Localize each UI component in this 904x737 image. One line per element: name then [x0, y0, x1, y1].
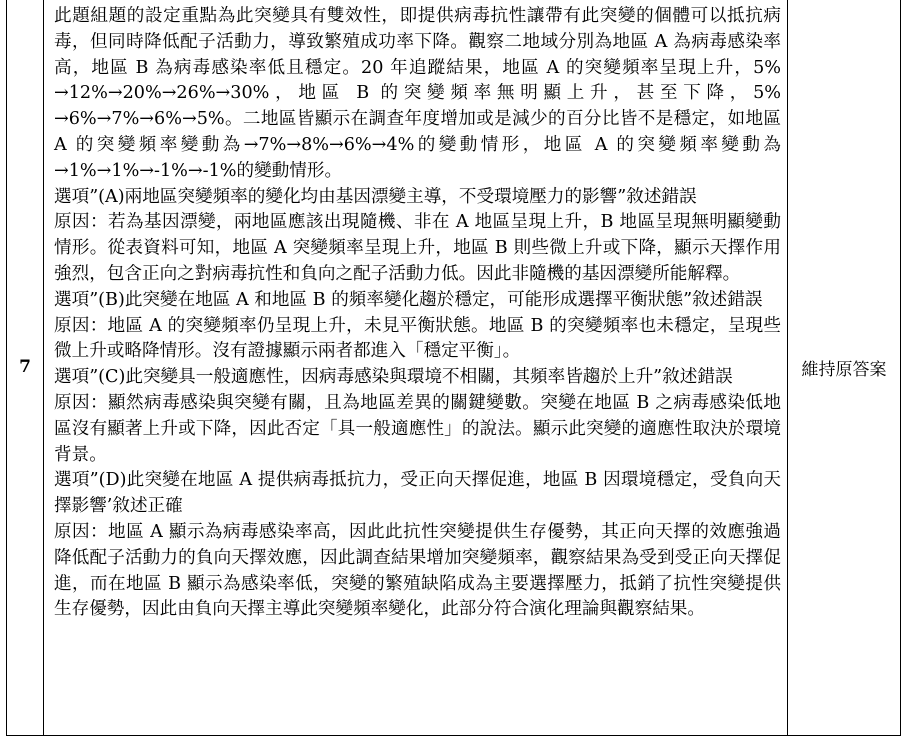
question-number: 7: [7, 0, 44, 736]
option-d-statement: 選項”(D)此突變在地區 A 提供病毒抵抗力，受正向天擇促進，地區 B 因環境穩定，受負向天擇影響’敘述正確: [54, 470, 781, 517]
option-a-reason: 原因：若為基因漂變，兩地區應該出現隨機、非在 A 地區呈現上升，B 地區呈現無明顯變動情形。從表資料可知，地區 A 突變頻率呈現上升，地區 B 則些微上升或下降，顯示天擇作用強烈，包含正向之對病毒抗性和負向之配子活動力低。因此非隨機的基因漂變所能解釋。: [54, 212, 781, 284]
explanation-cell: [44, 0, 788, 736]
option-a-statement: 選項”(A)兩地區突變頻率的變化均由基因漂變主導，不受環境壓力的影響”敘述錯誤: [54, 186, 697, 207]
option-b-statement: 選項”(B)此突變在地區 A 和地區 B 的頻率變化趨於穩定，可能形成選擇平衡狀態”敘述錯誤: [54, 289, 763, 310]
option-c-reason: 原因：顯然病毒感染與突變有關，且為地區差異的關鍵變數。突變在地區 B 之病毒感染低地區沒有顯著上升或下降，因此否定「具一般適應性」的說法。顯示此突變的適應性取決於環境背景。: [54, 392, 781, 465]
option-d-reason: 原因：地區 A 顯示為病毒感染率高，因此此抗性突變提供生存優勢，其正向天擇的效應強過降低配子活動力的負向天擇效應，因此調查結果增加突變頻率，觀察結果為受到受正向天擇促進，而在地區 B 顯示為感染率低，突變的繁殖缺陷成為主要選擇壓力，抵銷了抗性突變提供生存優勢，因此由負向天擇主導此突變頻率變化，此部分符合演化理論與觀察結果。: [54, 521, 781, 620]
option-b-reason: 原因：地區 A 的突變頻率仍呈現上升，未見平衡狀態。地區 B 的突變頻率也未穩定，呈現些微上升或略降情形。沒有證據顯示兩者都進入「穩定平衡」。: [54, 315, 781, 362]
explanation-intro: 此題組題的設定重點為此突變具有雙效性，即提供病毒抗性讓帶有此突變的個體可以抵抗病毒，但同時降低配子活動力，導致繁殖成功率下降。觀察二地域分別為地區 A 為病毒感染率高，地區 B 為病毒感染率低且穩定。20 年追蹤結果，地區 A 的突變頻率呈現上升，5% →12%→20%→26%→30%，地區 B 的突變頻率無明顯上升，甚至下降，5% →6%→7%→6%→5%。二地區皆顯示在調查年度增加或是減少的百分比皆不是穩定，如地區 A 的突變頻率變動為→7%→8%→6%→4%的變動情形，地區 A 的突變頻率變動為→1%→1%→-1%→-1%的變動情形。: [54, 6, 781, 181]
option-c-statement: 選項”(C)此突變具一般適應性，因病毒感染與環境不相關，其頻率皆趨於上升”敘述錯誤: [54, 367, 733, 388]
answer-table: [6, 0, 901, 736]
review-result: 維持原答案: [788, 0, 901, 736]
table-row: [7, 0, 901, 736]
